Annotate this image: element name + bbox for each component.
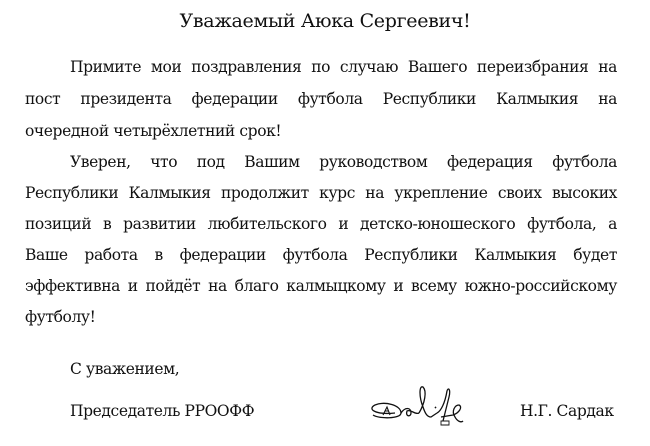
- text-line: Уверен, что под Вашим руководством федерация футбола: [70, 153, 617, 171]
- signature-icon: [365, 383, 470, 428]
- text-line: эффективна и пойдёт на благо калмыцкому и всему южно-российскому: [25, 277, 617, 295]
- text-line: пост президента федерации футбола Республики Калмыкия на: [25, 90, 617, 108]
- closing: С уважением,: [70, 360, 180, 378]
- text-line: позиций в развитии любительского и детско-юношеского футбола, а: [25, 215, 617, 233]
- salutation: Уважаемый Аюка Сергеевич!: [179, 10, 471, 32]
- text-line: Республики Калмыкия продолжит курс на укрепление своих высоких: [25, 184, 617, 202]
- text-line: очередной четырёхлетний срок!: [25, 122, 282, 140]
- signatory-name: Н.Г. Сардак: [520, 402, 614, 420]
- text-line: Примите мои поздравления по случаю Вашего переизбрания на: [70, 58, 617, 76]
- text-line: футболу!: [25, 308, 96, 326]
- text-line: Ваше работа в федерации футбола Республики Калмыкия будет: [25, 246, 617, 264]
- signatory-role: Председатель РРООФФ: [70, 402, 255, 420]
